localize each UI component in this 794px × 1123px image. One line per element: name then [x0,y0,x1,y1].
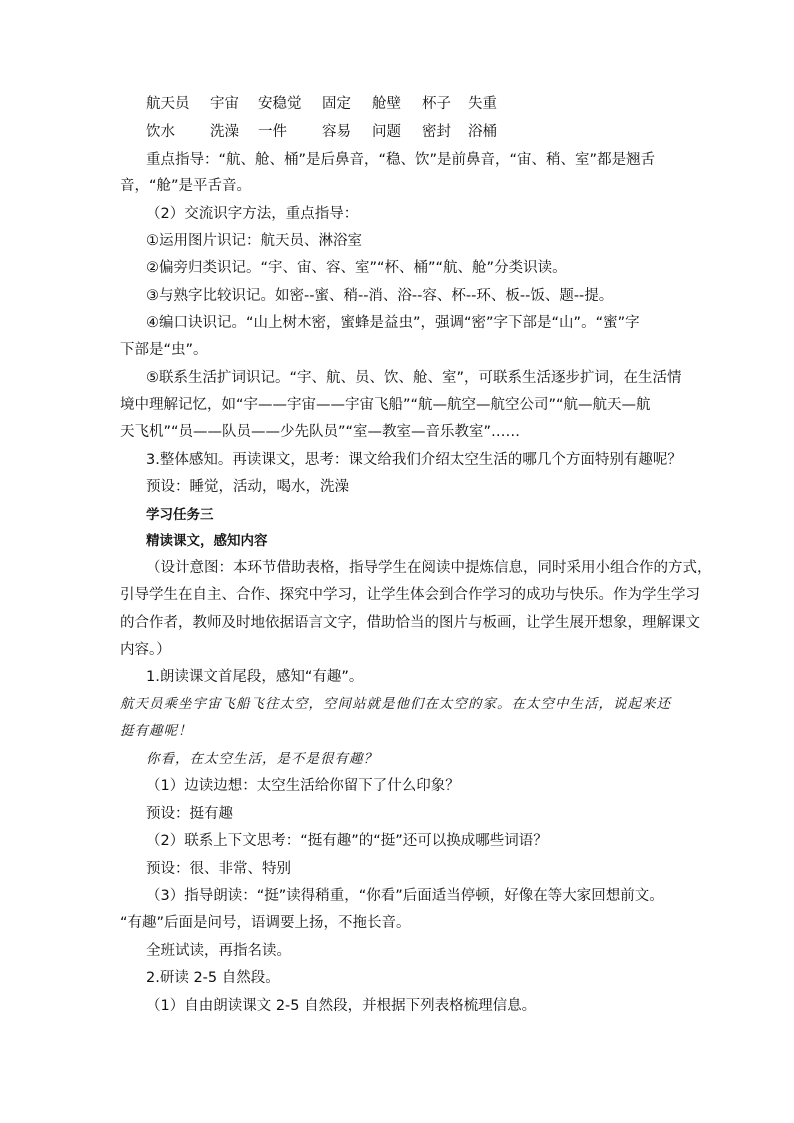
vocab-word: 洗澡 [210,124,239,140]
reading-guidance: （3）指导朗读：“挺”读得稍重，“你看”后面适当停顿，好像在等大家回想前文。 [146,888,664,904]
design-intent: （设计意图：本环节借助表格，指导学生在阅读中提炼信息，同时采用小组合作的方式， [146,560,712,576]
text-excerpt: 航天员乘坐宇宙飞船飞往太空，空间站就是他们在太空的家。在太空中生活，说起来还 [120,696,671,712]
study-step: 2.研读 2-5 自然段。 [146,970,280,986]
question: （2）联系上下文思考：“挺有趣”的“挺”还可以换成哪些词语？ [146,833,548,849]
design-intent-cont: 的合作者，教师及时地依据语言文字，借助恰当的图片与板画，让学生展开想象，理解课文 [120,615,700,631]
vocab-word: 舱壁 [372,96,401,112]
vocab-word: 航天员 [146,96,190,112]
step-title: （2）交流识字方法，重点指导： [146,206,359,222]
vocab-word: 固定 [322,96,351,112]
vocab-word: 容易 [322,124,351,140]
text-excerpt-cont: 挺有趣呢！ [120,723,193,739]
vocab-word: 安稳觉 [258,96,302,112]
preset-answer: 预设：挺有趣 [146,806,233,822]
vocab-word: 饮水 [146,124,175,140]
reading-step: 1.朗读课文首尾段，感知“有趣”。 [146,669,364,685]
reading-guidance-cont: “有趣”后面是问号，语调要上扬，不拖长音。 [120,915,411,931]
method-item: ②偏旁归类识记。“宇、宙、容、室”“杯、桶”“航、舱”分类识读。 [146,260,567,276]
vocab-word: 密封 [422,124,451,140]
task-subheading: 精读课文，感知内容 [146,533,268,549]
focus-guidance: 重点指导：“航、舱、桶”是后鼻音，“稳、饮”是前鼻音，“宙、稍、室”都是翘舌 [146,152,656,168]
vocab-word: 杯子 [422,96,451,112]
method-item-cont: 下部是“虫”。 [120,342,208,358]
task-heading: 学习任务三 [146,507,214,523]
method-item: ④编口诀识记。“山上树木密，蜜蜂是益虫”，强调“密”字下部是“山”。“蜜”字 [146,315,640,331]
design-intent-cont: 内容。） [120,642,171,658]
vocab-word: 问题 [372,124,401,140]
focus-guidance-cont: 音，“舱”是平舌音。 [120,178,252,194]
vocab-word: 失重 [468,96,497,112]
preset-answer: 预设：很、非常、特别 [146,861,291,877]
method-item-cont: 境中理解记忆，如“宇——宇宙——宇宙飞船”“航—航空—航空公司”“航—航天—航 [120,397,651,413]
vocab-word: 一件 [258,124,287,140]
vocab-word: 浴桶 [468,124,497,140]
method-item: ①运用图片识记：航天员、淋浴室 [146,233,362,249]
study-question: （1）自由朗读课文 2-5 自然段，并根据下列表格梳理信息。 [146,998,537,1014]
method-item-cont: 天飞机”“员——队员——少先队员”“室—教室—音乐教室”…… [120,424,521,440]
question: （1）边读边想：太空生活给你留下了什么印象？ [146,778,460,794]
method-item: ③与熟字比较识记。如密--蜜、稍--消、浴--容、杯--环、板--饭、题--提。 [146,288,614,304]
text-excerpt: 你看，在太空生活，是不是很有趣？ [146,751,378,767]
design-intent-cont: 引导学生在自主、合作、探究中学习，让学生体会到合作学习的成功与快乐。作为学生学习 [120,587,700,603]
overall-reading: 3.整体感知。再读课文，思考：课文给我们介绍太空生活的哪几个方面特别有趣呢？ [146,452,682,468]
vocab-word: 宇宙 [210,96,239,112]
preset-answer: 预设：睡觉，活动，喝水，洗澡 [146,479,349,495]
class-reading: 全班试读，再指名读。 [146,943,291,959]
method-item: ⑤联系生活扩词识记。“宇、航、员、饮、舱、室”，可联系生活逐步扩词，在生活情 [146,370,682,386]
